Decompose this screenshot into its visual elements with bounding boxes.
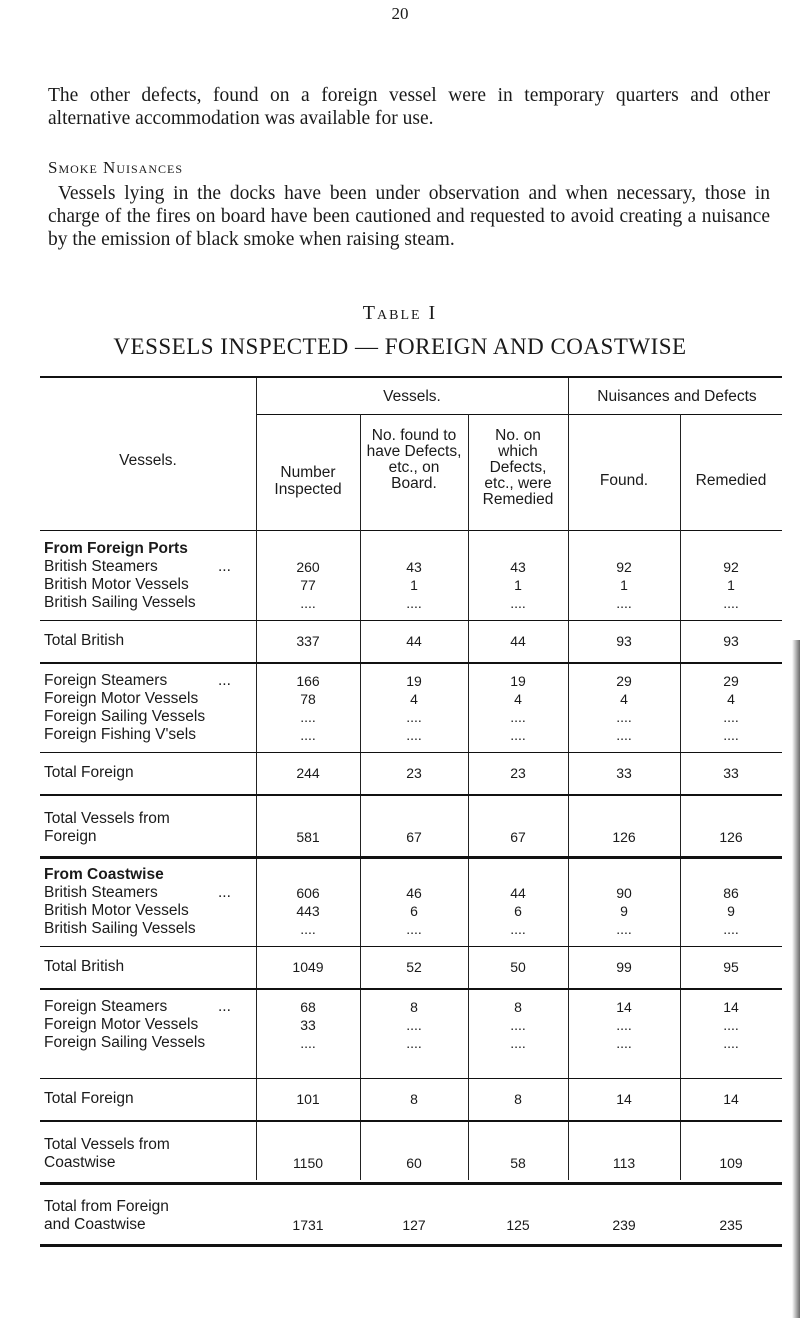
table-row-value: .... [616,709,632,725]
subtotal-value: 99 [616,959,632,975]
subtotal-value: 14 [723,1091,739,1107]
table-row-value: 1 [620,577,628,593]
leader-dots: ... [218,558,231,575]
table-row-value: .... [300,921,316,937]
table-row-value: .... [406,921,422,937]
table-row-value: .... [723,1017,739,1033]
table-row-value: 260 [296,559,320,575]
table-row-value: .... [406,727,422,743]
table-row-value: 33 [300,1017,316,1033]
page-number: 20 [391,4,409,23]
subtotal-value: 23 [406,765,422,781]
table-row-value: 606 [296,885,320,901]
table-row-label: Foreign Motor Vessels [44,1016,199,1033]
grand-total-value: 125 [506,1217,530,1233]
table-row-value: 86 [723,885,739,901]
column-divider [680,414,681,1180]
table-row-value: .... [300,727,316,743]
header-nuisances-found: Found. [599,472,649,489]
grand-total-label: Coastwise [44,1154,116,1171]
table-row-value: 68 [300,999,316,1015]
table-row-value: .... [510,709,526,725]
table-row-label: Foreign Steamers [44,672,168,689]
table-row-value: .... [723,595,739,611]
grand-total-label: Total from Foreign [44,1198,169,1215]
table-row-value: 9 [620,903,628,919]
table-row-value: 8 [514,999,522,1015]
leader-dots: ... [218,884,231,901]
grand-total-value: 113 [612,1155,636,1171]
header-nuisances-remedied: Remedied [695,472,767,489]
table-row-value: 1 [727,577,735,593]
table-row-label: British Sailing Vessels [44,920,196,937]
table-row-value: 44 [510,885,526,901]
grand-total-rule [40,1244,782,1247]
table-row-label: Foreign Sailing Vessels [44,1034,206,1051]
table-row-value: 4 [620,691,628,707]
column-divider [468,414,469,1180]
grand-total-value: 1150 [292,1155,324,1171]
column-divider [360,414,361,1180]
table-row-value: .... [406,1017,422,1033]
table-row-label: Foreign Sailing Vessels [44,708,206,725]
subtotal-value: 95 [723,959,739,975]
grand-total-label: Foreign [44,828,97,845]
table-row-label: British Steamers [44,558,158,575]
subtotal-value: 52 [406,959,422,975]
table-row-value: 90 [616,885,632,901]
table-row-value: 9 [727,903,735,919]
table-row-value: .... [300,709,316,725]
subtotal-value: 8 [514,1091,522,1107]
paragraph-foreign-defects: The other defects, found on a foreign vessel were in temporary quarters and other alternative accommodation was available for use. [48,85,770,129]
table-row-value: .... [723,1035,739,1051]
table-row-value: .... [616,1035,632,1051]
subtotal-value: 93 [723,633,739,649]
grand-total-value: 126 [612,829,636,845]
grand-total-value: 127 [402,1217,426,1233]
vessels-inspected-table [40,376,782,1233]
grand-total-value: 67 [510,829,526,845]
table-row-label: Foreign Fishing V'sels [44,726,196,743]
table-row-value: 4 [514,691,522,707]
grand-total-value: 109 [719,1155,743,1171]
table-row-value: 14 [723,999,739,1015]
subtotal-rule [40,752,782,753]
table-row-value: 78 [300,691,316,707]
table-row-value: 19 [406,673,422,689]
subtotal-value: 93 [616,633,632,649]
subtotal-label: Total British [44,958,125,975]
table-row-value: 19 [510,673,526,689]
grand-total-label: and Coastwise [44,1216,146,1233]
table-row-value: .... [406,1035,422,1051]
header-remedied-defects: No. on which Defects, etc., were Remedied [482,427,554,508]
subtotal-value: 23 [510,765,526,781]
grand-total-value: 126 [719,829,743,845]
table-row-value: 1 [410,577,418,593]
table-row-value: 4 [410,691,418,707]
table-row-value: .... [616,727,632,743]
header-bottom-rule [40,530,782,531]
header-group-nuisances: Nuisances and Defects [597,388,757,405]
table-row-value: 443 [296,903,320,919]
subtotal-label: Total Foreign [44,1090,134,1107]
subtotal-bottom-rule [40,662,782,664]
header-found-defects: No. found to have Defects, etc., on Board. [366,427,462,492]
subtotal-bottom-rule [40,1120,782,1122]
table-row-value: 43 [510,559,526,575]
subtotal-value: 33 [723,765,739,781]
table-row-value: 46 [406,885,422,901]
subtotal-bottom-rule [40,988,782,990]
grand-total-label: Total Vessels from [44,1136,170,1153]
table-row-label: British Motor Vessels [44,902,189,919]
table-row-value: .... [616,1017,632,1033]
table-row-value: .... [616,595,632,611]
subtotal-value: 244 [296,765,320,781]
table-row-value: 4 [727,691,735,707]
grand-total-value: 581 [296,829,320,845]
page-edge-shadow [792,640,800,1318]
table-row-label: Foreign Motor Vessels [44,690,199,707]
table-row-value: 14 [616,999,632,1015]
subtotal-value: 8 [410,1091,418,1107]
table-row-value: .... [300,1035,316,1051]
table-row-value: .... [300,595,316,611]
subtotal-value: 50 [510,959,526,975]
table-row-value: .... [616,921,632,937]
subtotal-value: 14 [616,1091,632,1107]
table-row-value: 92 [616,559,632,575]
table-row-value: 8 [410,999,418,1015]
subtotal-value: 44 [510,633,526,649]
leader-dots: ... [218,672,231,689]
table-row-value: .... [510,1017,526,1033]
table-row-value: .... [510,595,526,611]
table-row-value: 1 [514,577,522,593]
header-number-inspected: Number Inspected [274,464,342,498]
grand-total-value: 235 [719,1217,743,1233]
subtotal-rule [40,1078,782,1079]
table-row-value: .... [510,921,526,937]
header-group-rule [256,414,782,415]
table-row-value: .... [723,709,739,725]
table-row-label: British Motor Vessels [44,576,189,593]
table-row-label: British Steamers [44,884,158,901]
table-row-value: 6 [410,903,418,919]
grand-total-rule [40,1182,782,1185]
leader-dots: ... [218,998,231,1015]
subtotal-bottom-rule [40,794,782,796]
paragraph-smoke-nuisances: Vessels lying in the docks have been under observation and when necessary, those in charge of the fires on board have been cautioned and requested to avoid creating a nuisance by the emission of black smoke when raising steam. [48,183,770,250]
section-heading: From Coastwise [44,866,164,883]
subtotal-value: 337 [296,633,320,649]
grand-total-value: 60 [406,1155,422,1171]
subtotal-rule [40,946,782,947]
table-row-value: 77 [300,577,316,593]
table-top-rule [40,376,782,378]
table-row-value: .... [723,727,739,743]
table-row-value: .... [406,595,422,611]
section-heading: From Foreign Ports [44,540,188,557]
grand-total-value: 1731 [292,1217,324,1233]
table-row-value: 29 [616,673,632,689]
subtotal-value: 1049 [292,959,324,975]
grand-total-label: Total Vessels from [44,810,170,827]
grand-total-rule [40,856,782,859]
header-group-vessels: Vessels. [383,388,441,405]
table-row-value: .... [510,1035,526,1051]
table-row-label: British Sailing Vessels [44,594,196,611]
table-title: VESSELS INSPECTED — FOREIGN AND COASTWISE [113,334,687,359]
table-row-value: 6 [514,903,522,919]
subtotal-value: 44 [406,633,422,649]
subtotal-value: 101 [296,1091,320,1107]
section-heading-smoke-nuisances: Smoke Nuisances [48,158,183,177]
table-row-value: 43 [406,559,422,575]
table-row-value: 29 [723,673,739,689]
grand-total-value: 58 [510,1155,526,1171]
subtotal-label: Total Foreign [44,764,134,781]
table-row-value: .... [510,727,526,743]
table-row-value: .... [723,921,739,937]
table-row-label: Foreign Steamers [44,998,168,1015]
table-row-value: 92 [723,559,739,575]
table-row-value: .... [406,709,422,725]
subtotal-rule [40,620,782,621]
grand-total-value: 67 [406,829,422,845]
table-caption: Table I [362,302,438,324]
table-row-value: 166 [296,673,320,689]
subtotal-label: Total British [44,632,125,649]
subtotal-value: 33 [616,765,632,781]
header-vessels: Vessels. [119,452,177,469]
grand-total-value: 239 [612,1217,636,1233]
